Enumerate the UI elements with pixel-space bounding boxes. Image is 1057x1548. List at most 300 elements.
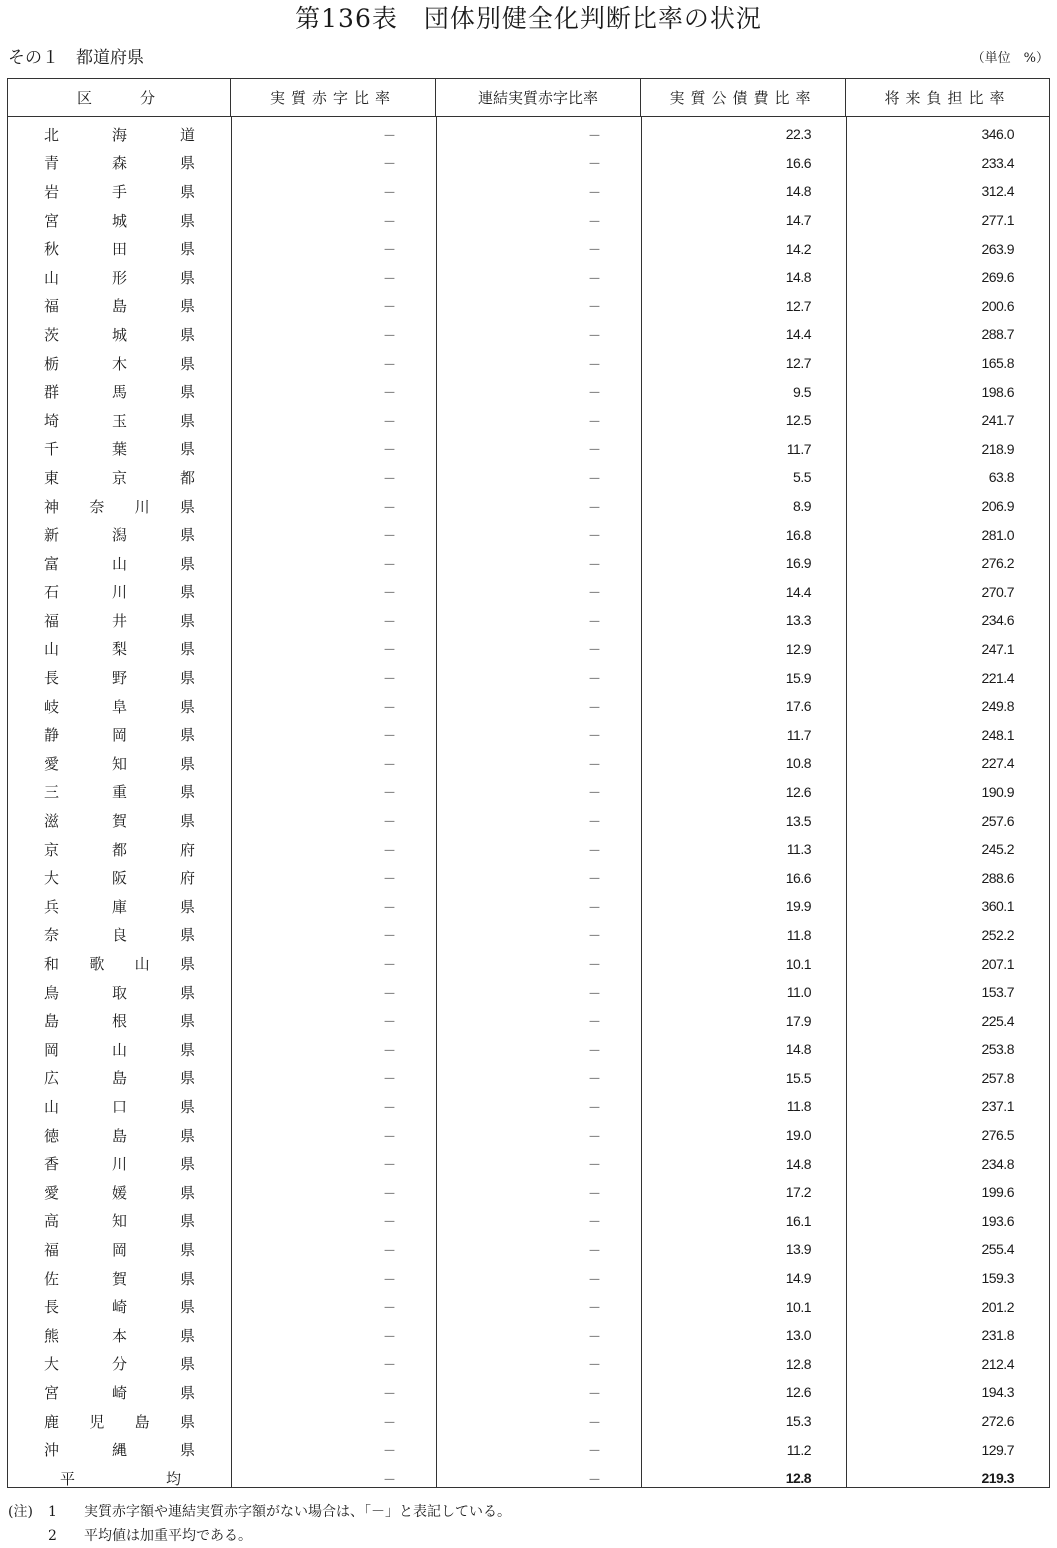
prefecture-name xyxy=(8,152,231,173)
table-row xyxy=(8,234,1049,263)
page-title: 第136表 団体別健全化判断比率の状況 xyxy=(295,4,762,33)
name-char: 歌 xyxy=(89,955,105,974)
name-char: 県 xyxy=(179,154,195,173)
name-char: 馬 xyxy=(111,383,127,402)
debt-service-ratio-cell: 12.7 xyxy=(785,297,811,314)
note-number: 1 xyxy=(48,1504,57,1520)
prefecture-name xyxy=(8,410,231,431)
debt-service-ratio-cell: 12.6 xyxy=(785,783,811,800)
consolidated-deficit-ratio-cell: － xyxy=(587,300,601,316)
debt-service-ratio-cell: 16.6 xyxy=(785,869,811,886)
table-row xyxy=(8,749,1049,778)
name-char: 県 xyxy=(179,1355,195,1374)
name-char: 県 xyxy=(179,1383,195,1402)
name-char: 新 xyxy=(44,526,60,545)
debt-service-ratio-cell: 11.7 xyxy=(786,726,811,743)
name-char: 県 xyxy=(179,1441,195,1460)
header-real-deficit-ratio: 実質赤字比率 xyxy=(231,79,436,116)
debt-service-ratio-cell: 14.2 xyxy=(785,240,811,257)
name-char: 奈 xyxy=(44,926,60,945)
debt-service-ratio-cell: 10.1 xyxy=(785,1298,811,1315)
future-burden-ratio-cell: 207.1 xyxy=(981,955,1014,972)
consolidated-deficit-ratio-cell: － xyxy=(587,414,601,430)
note-text: 実質赤字額や連結実質赤字額がない場合は、「－」と表記している。 xyxy=(84,1504,511,1520)
future-burden-ratio-cell: 218.9 xyxy=(981,440,1014,457)
real-deficit-ratio-cell: － xyxy=(382,872,396,888)
name-char: 県 xyxy=(179,240,195,259)
prefecture-name xyxy=(8,638,231,659)
name-char: 手 xyxy=(111,182,127,201)
name-char: 山 xyxy=(44,640,60,659)
consolidated-deficit-ratio-cell: － xyxy=(587,1444,601,1460)
name-char: 井 xyxy=(111,611,127,630)
prefecture-name xyxy=(8,1268,231,1289)
future-burden-ratio-cell: 225.4 xyxy=(981,1012,1014,1029)
real-deficit-ratio-cell: － xyxy=(382,386,396,402)
name-char: 島 xyxy=(111,1069,127,1088)
future-burden-ratio-cell: 360.1 xyxy=(981,898,1014,915)
table-row xyxy=(8,892,1049,921)
consolidated-deficit-ratio-cell: － xyxy=(587,243,601,259)
name-char: 県 xyxy=(179,211,195,230)
table-row xyxy=(8,1207,1049,1236)
real-deficit-ratio-cell: － xyxy=(382,157,396,173)
debt-service-ratio-cell: 14.7 xyxy=(785,212,811,229)
future-burden-ratio-cell: 237.1 xyxy=(981,1098,1014,1115)
name-char: 梨 xyxy=(111,640,127,659)
header-debt-service-ratio: 実質公債費比率 xyxy=(641,79,846,116)
future-burden-ratio-cell: 272.6 xyxy=(981,1413,1014,1430)
real-deficit-ratio-cell: － xyxy=(382,929,396,945)
future-burden-ratio-cell: 253.8 xyxy=(981,1041,1014,1058)
name-char: 茨 xyxy=(44,325,60,344)
name-char: 県 xyxy=(179,783,195,802)
future-burden-ratio-cell: 249.8 xyxy=(981,698,1014,715)
name-char: 県 xyxy=(179,383,195,402)
consolidated-deficit-ratio-cell: － xyxy=(587,1129,601,1145)
real-deficit-ratio-cell: － xyxy=(382,357,396,373)
real-deficit-ratio-cell: － xyxy=(382,300,396,316)
real-deficit-ratio-cell: － xyxy=(382,328,396,344)
real-deficit-ratio-cell: － xyxy=(382,1243,396,1259)
name-char: 海 xyxy=(111,125,127,144)
table-row xyxy=(8,949,1049,978)
real-deficit-ratio-cell: － xyxy=(382,1358,396,1374)
table-row xyxy=(8,149,1049,178)
consolidated-deficit-ratio-cell: － xyxy=(587,1043,601,1059)
future-burden-ratio-cell: 257.6 xyxy=(981,812,1014,829)
name-char: 県 xyxy=(179,1012,195,1031)
real-deficit-ratio-cell: － xyxy=(382,672,396,688)
table-header xyxy=(8,79,1049,117)
real-deficit-ratio-cell: － xyxy=(382,271,396,287)
name-char: 香 xyxy=(44,1155,60,1174)
debt-service-ratio-cell: 10.8 xyxy=(785,755,811,772)
prefecture-name xyxy=(8,467,231,488)
name-char: 山 xyxy=(44,1097,60,1116)
name-char: 川 xyxy=(111,583,127,602)
future-burden-ratio-cell: 263.9 xyxy=(981,240,1014,257)
name-char: 均 xyxy=(165,1469,181,1488)
future-burden-ratio-cell: 63.8 xyxy=(988,469,1014,486)
future-burden-ratio-cell: 200.6 xyxy=(981,297,1014,314)
future-burden-ratio-cell: 231.8 xyxy=(981,1327,1014,1344)
name-char: 長 xyxy=(44,669,60,688)
name-char: 葉 xyxy=(111,440,127,459)
table-row xyxy=(8,720,1049,749)
consolidated-deficit-ratio-cell: － xyxy=(587,1158,601,1174)
name-char: 鳥 xyxy=(44,983,60,1002)
name-char: 静 xyxy=(44,726,60,745)
name-char: 富 xyxy=(44,554,60,573)
prefecture-name xyxy=(8,438,231,459)
name-char: 島 xyxy=(44,1012,60,1031)
name-char: 県 xyxy=(179,669,195,688)
prefecture-name xyxy=(8,1010,231,1031)
prefecture-name xyxy=(8,610,231,631)
real-deficit-ratio-cell: － xyxy=(382,786,396,802)
consolidated-deficit-ratio-cell: － xyxy=(587,471,601,487)
table-row xyxy=(8,921,1049,950)
real-deficit-ratio-cell: － xyxy=(382,1415,396,1431)
name-char: 県 xyxy=(179,1412,195,1431)
consolidated-deficit-ratio-cell: － xyxy=(587,643,601,659)
name-char: 島 xyxy=(111,1126,127,1145)
table-row xyxy=(8,120,1049,149)
prefecture-name xyxy=(8,781,231,802)
real-deficit-ratio-cell: － xyxy=(382,1386,396,1402)
average-row xyxy=(8,1464,1049,1493)
header-future-burden-ratio: 将来負担比率 xyxy=(884,89,1011,107)
name-char: 兵 xyxy=(44,897,60,916)
name-char: 徳 xyxy=(44,1126,60,1145)
prefecture-name xyxy=(8,953,231,974)
table-row xyxy=(8,435,1049,464)
name-char: 岡 xyxy=(44,1040,60,1059)
name-char: 県 xyxy=(179,1183,195,1202)
prefecture-name xyxy=(8,1353,231,1374)
consolidated-deficit-ratio-cell: － xyxy=(587,815,601,831)
consolidated-deficit-ratio-cell: － xyxy=(587,900,601,916)
name-char: 府 xyxy=(179,840,195,859)
prefecture-name xyxy=(8,524,231,545)
real-deficit-ratio-cell: － xyxy=(382,1158,396,1174)
prefecture-name xyxy=(8,696,231,717)
name-char: 口 xyxy=(111,1097,127,1116)
name-char: 石 xyxy=(44,583,60,602)
consolidated-deficit-ratio-cell: － xyxy=(587,214,601,230)
name-char: 京 xyxy=(44,840,60,859)
name-char: 都 xyxy=(179,468,195,487)
real-deficit-ratio-cell: － xyxy=(382,1329,396,1345)
future-burden-ratio-cell: 270.7 xyxy=(981,583,1014,600)
table-row xyxy=(8,1149,1049,1178)
name-char: 道 xyxy=(179,125,195,144)
prefecture-name xyxy=(8,810,231,831)
table-row xyxy=(8,1121,1049,1150)
real-deficit-ratio-cell: － xyxy=(382,214,396,230)
name-char: 崎 xyxy=(111,1298,127,1317)
name-char: 愛 xyxy=(44,754,60,773)
name-char: 川 xyxy=(134,497,150,516)
prefecture-name xyxy=(8,753,231,774)
debt-service-ratio-cell: 19.9 xyxy=(785,898,811,915)
name-char: 県 xyxy=(179,897,195,916)
debt-service-ratio-cell: 15.3 xyxy=(785,1413,811,1430)
table-row xyxy=(8,549,1049,578)
prefecture-name xyxy=(8,1153,231,1174)
header-category: 区 分 xyxy=(8,79,231,116)
future-burden-ratio-cell: 234.6 xyxy=(981,612,1014,629)
table-row xyxy=(8,806,1049,835)
name-char: 県 xyxy=(179,1040,195,1059)
future-burden-ratio-cell: 165.8 xyxy=(981,355,1014,372)
name-char: 山 xyxy=(44,268,60,287)
prefecture-name xyxy=(8,982,231,1003)
table-row xyxy=(8,1407,1049,1436)
prefecture-name xyxy=(8,924,231,945)
name-char: 大 xyxy=(44,869,60,888)
name-char: 宮 xyxy=(44,1383,60,1402)
future-burden-ratio-cell: 199.6 xyxy=(981,1184,1014,1201)
table-row xyxy=(8,292,1049,321)
table-row xyxy=(8,377,1049,406)
prefecture-name xyxy=(8,324,231,345)
consolidated-deficit-ratio-cell: － xyxy=(587,1072,601,1088)
consolidated-deficit-ratio-cell: － xyxy=(587,557,601,573)
real-deficit-ratio-cell: － xyxy=(382,1444,396,1460)
name-char: 京 xyxy=(111,468,127,487)
prefecture-name xyxy=(8,839,231,860)
name-char: 平 xyxy=(60,1469,76,1488)
name-char: 県 xyxy=(179,955,195,974)
future-burden-ratio-cell: 212.4 xyxy=(981,1355,1014,1372)
name-char: 崎 xyxy=(111,1383,127,1402)
table-row xyxy=(8,663,1049,692)
debt-service-ratio-cell: 15.9 xyxy=(785,669,811,686)
consolidated-deficit-ratio-cell: － xyxy=(587,357,601,373)
prefecture-name xyxy=(8,867,231,888)
consolidated-deficit-ratio-cell: － xyxy=(587,1358,601,1374)
debt-service-ratio-cell: 14.8 xyxy=(785,1041,811,1058)
table-row xyxy=(8,263,1049,292)
name-char: 県 xyxy=(179,1212,195,1231)
name-char: 東 xyxy=(44,468,60,487)
real-deficit-ratio-cell: － xyxy=(382,643,396,659)
name-char: 取 xyxy=(111,983,127,1002)
name-char: 県 xyxy=(179,1069,195,1088)
future-burden-ratio-cell: 190.9 xyxy=(981,783,1014,800)
name-char: 県 xyxy=(179,554,195,573)
debt-service-ratio-cell: 13.9 xyxy=(785,1241,811,1258)
name-char: 都 xyxy=(111,840,127,859)
name-char: 広 xyxy=(44,1069,60,1088)
name-char: 県 xyxy=(179,1126,195,1145)
debt-service-ratio-cell: 19.0 xyxy=(785,1127,811,1144)
table-row xyxy=(8,1064,1049,1093)
prefecture-name xyxy=(8,1182,231,1203)
debt-service-ratio-cell: 12.9 xyxy=(785,640,811,657)
consolidated-deficit-ratio-cell: － xyxy=(587,1329,601,1345)
real-deficit-ratio-cell: － xyxy=(382,1301,396,1317)
debt-service-ratio-cell: 14.8 xyxy=(785,269,811,286)
name-char: 媛 xyxy=(111,1183,127,1202)
consolidated-deficit-ratio-cell: － xyxy=(587,1243,601,1259)
future-burden-ratio-cell: 159.3 xyxy=(981,1270,1014,1287)
real-deficit-ratio-cell: － xyxy=(382,557,396,573)
table-row xyxy=(8,177,1049,206)
future-burden-ratio-cell: 281.0 xyxy=(981,526,1014,543)
consolidated-deficit-ratio-cell: － xyxy=(587,1386,601,1402)
name-char: 潟 xyxy=(111,526,127,545)
name-char: 県 xyxy=(179,926,195,945)
debt-service-ratio-cell: 10.1 xyxy=(785,955,811,972)
name-char: 県 xyxy=(179,411,195,430)
future-burden-ratio-cell: 129.7 xyxy=(981,1441,1014,1458)
name-char: 重 xyxy=(111,783,127,802)
consolidated-deficit-ratio-cell: － xyxy=(587,786,601,802)
name-char: 県 xyxy=(179,1155,195,1174)
consolidated-deficit-ratio-cell: － xyxy=(587,1272,601,1288)
table-row xyxy=(8,349,1049,378)
table-row xyxy=(8,406,1049,435)
consolidated-deficit-ratio-cell: － xyxy=(587,529,601,545)
future-burden-ratio-cell: 193.6 xyxy=(981,1212,1014,1229)
consolidated-deficit-ratio-cell: － xyxy=(587,986,601,1002)
real-deficit-ratio-cell: － xyxy=(382,443,396,459)
name-char: 県 xyxy=(179,1326,195,1345)
debt-service-ratio-cell: 16.1 xyxy=(785,1212,811,1229)
name-char: 本 xyxy=(111,1326,127,1345)
name-char: 根 xyxy=(111,1012,127,1031)
name-char: 高 xyxy=(44,1212,60,1231)
debt-service-ratio-cell: 12.8 xyxy=(785,1470,811,1487)
name-char: 宮 xyxy=(44,211,60,230)
debt-service-ratio-cell: 17.6 xyxy=(785,698,811,715)
name-char: 県 xyxy=(179,583,195,602)
real-deficit-ratio-cell: － xyxy=(382,729,396,745)
name-char: 森 xyxy=(111,154,127,173)
prefecture-name xyxy=(8,1210,231,1231)
table-row xyxy=(8,1435,1049,1464)
name-char: 和 xyxy=(44,955,60,974)
real-deficit-ratio-cell: － xyxy=(382,1100,396,1116)
name-char: 県 xyxy=(179,325,195,344)
prefecture-name xyxy=(8,1468,231,1489)
table-row xyxy=(8,578,1049,607)
name-char: 北 xyxy=(44,125,60,144)
consolidated-deficit-ratio-cell: － xyxy=(587,386,601,402)
future-burden-ratio-cell: 219.3 xyxy=(981,1470,1014,1487)
name-char: 熊 xyxy=(44,1326,60,1345)
table-row xyxy=(8,692,1049,721)
prefecture-name xyxy=(8,124,231,145)
name-char: 形 xyxy=(111,268,127,287)
name-char: 県 xyxy=(179,354,195,373)
name-char: 青 xyxy=(44,154,60,173)
real-deficit-ratio-cell: － xyxy=(382,757,396,773)
future-burden-ratio-cell: 288.6 xyxy=(981,869,1014,886)
name-char: 県 xyxy=(179,268,195,287)
name-char: 阜 xyxy=(111,697,127,716)
name-char: 岡 xyxy=(111,1240,127,1259)
consolidated-deficit-ratio-cell: － xyxy=(587,700,601,716)
name-char: 県 xyxy=(179,182,195,201)
name-char: 県 xyxy=(179,1240,195,1259)
name-char: 岐 xyxy=(44,697,60,716)
future-burden-ratio-cell: 221.4 xyxy=(981,669,1014,686)
name-char: 岡 xyxy=(111,726,127,745)
note-line xyxy=(8,1524,511,1548)
real-deficit-ratio-cell: － xyxy=(382,1272,396,1288)
future-burden-ratio-cell: 227.4 xyxy=(981,755,1014,772)
name-char: 愛 xyxy=(44,1183,60,1202)
consolidated-deficit-ratio-cell: － xyxy=(587,443,601,459)
real-deficit-ratio-cell: － xyxy=(382,128,396,144)
name-char: 分 xyxy=(111,1355,127,1374)
table-row xyxy=(8,463,1049,492)
unit-label: （単位 %） xyxy=(971,51,1049,66)
debt-service-ratio-cell: 12.8 xyxy=(785,1355,811,1372)
prefecture-name xyxy=(8,1296,231,1317)
name-char: 賀 xyxy=(111,1269,127,1288)
future-burden-ratio-cell: 276.2 xyxy=(981,555,1014,572)
prefecture-name xyxy=(8,581,231,602)
consolidated-deficit-ratio-cell: － xyxy=(587,1472,601,1488)
name-char: 川 xyxy=(111,1155,127,1174)
name-char: 三 xyxy=(44,783,60,802)
prefecture-name xyxy=(8,1067,231,1088)
name-char: 玉 xyxy=(111,411,127,430)
prefecture-name xyxy=(8,210,231,231)
prefecture-name xyxy=(8,1382,231,1403)
name-char: 良 xyxy=(111,926,127,945)
name-char: 滋 xyxy=(44,812,60,831)
debt-service-ratio-cell: 16.9 xyxy=(785,555,811,572)
real-deficit-ratio-cell: － xyxy=(382,185,396,201)
consolidated-deficit-ratio-cell: － xyxy=(587,1415,601,1431)
prefecture-name xyxy=(8,1239,231,1260)
prefecture-name xyxy=(8,181,231,202)
debt-service-ratio-cell: 11.3 xyxy=(786,841,811,858)
prefecture-name xyxy=(8,295,231,316)
real-deficit-ratio-cell: － xyxy=(382,500,396,516)
consolidated-deficit-ratio-cell: － xyxy=(587,157,601,173)
table-row xyxy=(8,1350,1049,1379)
debt-service-ratio-cell: 16.8 xyxy=(785,526,811,543)
name-char: 県 xyxy=(179,297,195,316)
name-char: 沖 xyxy=(44,1441,60,1460)
name-char: 奈 xyxy=(89,497,105,516)
future-burden-ratio-cell: 245.2 xyxy=(981,841,1014,858)
name-char: 神 xyxy=(44,497,60,516)
table-row xyxy=(8,1092,1049,1121)
note-text: 平均値は加重平均である。 xyxy=(84,1528,252,1544)
consolidated-deficit-ratio-cell: － xyxy=(587,843,601,859)
name-char: 山 xyxy=(111,1040,127,1059)
name-char: 群 xyxy=(44,383,60,402)
table-row xyxy=(8,835,1049,864)
real-deficit-ratio-cell: － xyxy=(382,614,396,630)
ratio-table xyxy=(7,78,1050,1488)
name-char: 島 xyxy=(134,1412,150,1431)
consolidated-deficit-ratio-cell: － xyxy=(587,1215,601,1231)
name-char: 県 xyxy=(179,1097,195,1116)
prefecture-name xyxy=(8,1411,231,1432)
debt-service-ratio-cell: 15.5 xyxy=(785,1069,811,1086)
future-burden-ratio-cell: 277.1 xyxy=(981,212,1014,229)
table-row xyxy=(8,520,1049,549)
